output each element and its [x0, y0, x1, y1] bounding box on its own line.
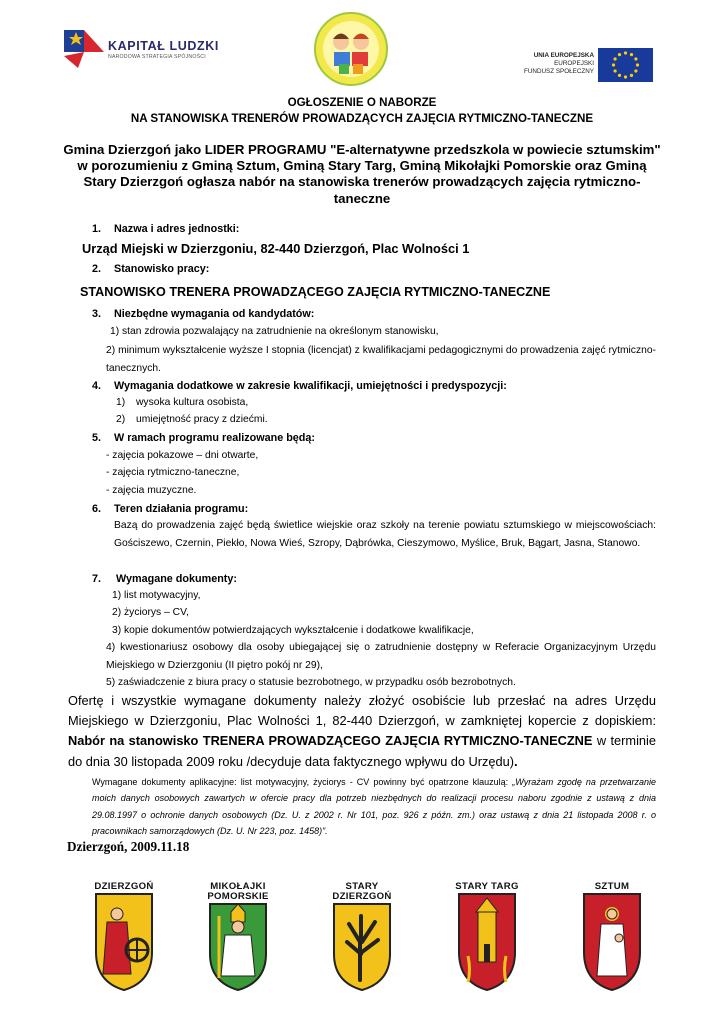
section-2-label: Stanowisko pracy:	[114, 263, 210, 275]
section-6-number: 6.	[92, 503, 102, 515]
section-3-label: Niezbędne wymagania od kandydatów:	[114, 308, 315, 320]
madonna-icon	[581, 892, 643, 992]
section-5-item-1: - zajęcia pokazowe – dni otwarte,	[106, 450, 259, 461]
offer-bold: Nabór na stanowisko TRENERA PROWADZĄCEGO ZAJĘCIA RYTMICZNO-TANECZNE	[68, 733, 593, 749]
section-5-label: W ramach programu realizowane będą:	[114, 432, 315, 444]
church-tower-icon	[456, 892, 518, 992]
eu-social-fund-logo	[514, 48, 656, 82]
clause-paragraph	[92, 774, 656, 839]
tree-icon	[331, 902, 393, 992]
section-7-item-1: 1) list motywacyjny,	[112, 590, 201, 601]
section-7-item-3: 3) kopie dokumentów potwierdzających wykształcenie i dodatkowe kwalifikacje,	[112, 625, 474, 636]
section-7-item-4: 4) kwestionariusz osobowy dla osoby ubiegającej się o zatrudnienie dostępny w Referacie Organizacyjnym Urzędu Miejskiego w Dzierzgoniu (II piętro pokój nr 29),	[106, 642, 656, 671]
announcement-title: OGŁOSZENIE O NABORZE	[287, 96, 437, 109]
section-6-label: Teren działania programu:	[114, 503, 249, 515]
section-4-item-2-number: 2)	[116, 414, 126, 425]
announcement-subtitle: NA STANOWISKA TRENERÓW PROWADZĄCYCH ZAJĘCIA RYTMICZNO-TANECZNE	[130, 112, 594, 125]
section-1-number: 1.	[92, 223, 102, 235]
section-4-item-2: umiejętność pracy z dziećmi.	[136, 414, 268, 425]
offer-paragraph	[68, 691, 656, 772]
bishop-icon	[207, 902, 269, 992]
section-1-label: Nazwa i adres jednostki:	[114, 223, 240, 235]
section-2-number: 2.	[92, 263, 102, 275]
kapital-ludzki-subtitle: NARODOWA STRATEGIA SPÓJNOŚCI	[108, 54, 206, 60]
kapital-ludzki-star-icon	[64, 26, 104, 70]
coat-mikolajki-label-1: MIKOŁAJKI	[210, 881, 266, 892]
coat-mikolajki-label-2: POMORSKIE	[207, 891, 269, 902]
ue-line-2: EUROPEJSKI	[554, 60, 594, 67]
saint-with-wheel-icon	[93, 892, 155, 992]
section-6-text: Bazą do prowadzenia zajęć będą świetlice wiejskie oraz szkoły na terenie powiatu sztumskiego w miejscowościach: Gościszewo, Czernin, Piekło, Nowa Wieś, Szropy, Dąbrówka, Cieszymowo, Myślice, Bruk, Bągart, Jasna, Stanowo.	[114, 520, 656, 549]
ue-line-3: FUNDUSZ SPOŁECZNY	[524, 68, 594, 75]
coat-stary-targ-label: STARY TARG	[455, 881, 519, 892]
coat-dzierzgon	[84, 882, 164, 992]
coat-stary-dzierzgon	[322, 882, 402, 992]
offer-text-2: w terminie do dnia 30 listopada 2009 roku /decyduje data faktycznego wpływu do Urzędu)	[68, 733, 656, 769]
kapital-ludzki-title: KAPITAŁ LUDZKI	[108, 39, 219, 53]
section-4-item-1: wysoka kultura osobista,	[136, 397, 249, 408]
section-7-label: Wymagane dokumenty:	[116, 573, 237, 585]
coat-stary-dzierzgon-label-1: STARY	[345, 881, 379, 892]
clause-italic: „Wyrażam zgodę na przetwarzanie moich danych osobowych zawartych w ofercie pracy dla potrzeb niezbędnych do realizacji procesu naboru zgodnie z ustawą z dnia 29.08.1997 o ochronie danych osobowych (Dz. U. z 2002 r. Nr 101, poz. 926 z późn. zm.) oraz ustawą z dnia 21 listopada 2008 r. o pracownikach samorządowych (Dz. U. Nr 223, poz. 1458)”.	[92, 777, 656, 836]
section-7-number: 7.	[92, 573, 102, 585]
section-5-item-2: - zajęcia rytmiczno-taneczne,	[106, 467, 240, 478]
offer-text-1: Ofertę i wszystkie wymagane dokumenty należy złożyć osobiście lub przesłać na adres Urzędu Miejskiego w Dzierzgoniu, Plac Wolności 1, 82-440 Dzierzgoń, w zamkniętej kopercie z dopiskiem:	[68, 693, 656, 729]
ue-line-1: UNIA EUROPEJSKA	[533, 52, 594, 59]
offer-end: .	[514, 753, 518, 769]
section-4-item-1-number: 1)	[116, 397, 126, 408]
section-5-number: 5.	[92, 432, 102, 444]
coat-dzierzgon-label: DZIERZGOŃ	[94, 881, 154, 892]
intro-paragraph: Gmina Dzierzgoń jako LIDER PROGRAMU "E-alternatywne przedszkola w powiecie sztumskim" w porozumieniu z Gminą Sztum, Gminą Stary Targ, Gminą Mikołajki Pomorskie oraz Gminą Stary Dzierzgoń ogłasza nabór na stanowiska trenerów prowadzących zajęcia rytmiczno-taneczne	[63, 142, 661, 206]
coat-sztum-label: SZTUM	[594, 881, 630, 892]
section-3-number: 3.	[92, 308, 102, 320]
clause-text: Wymagane dokumenty aplikacyjne: list motywacyjny, życiorys - CV powinny być opatrzone klauzulą:	[92, 777, 513, 787]
section-3-item-2: 2) minimum wykształcenie wyższe I stopnia (licencjat) z kwalifikacjami pedagogicznymi do prowadzenia zajęć rytmiczno-tanecznych.	[106, 345, 656, 374]
section-1-value: Urząd Miejski w Dzierzgoniu, 82-440 Dzierzgoń, Plac Wolności 1	[82, 241, 470, 256]
section-4-label: Wymagania dodatkowe w zakresie kwalifikacji, umiejętności i predyspozycji:	[114, 380, 507, 392]
e-alternatywne-przedszkola-logo	[314, 12, 388, 86]
kapital-ludzki-logo	[64, 26, 224, 70]
document-date: Dzierzgoń, 2009.11.18	[67, 839, 190, 854]
section-7-item-2: 2) życiorys – CV,	[112, 607, 189, 618]
eu-flag-icon	[598, 48, 653, 82]
coat-mikolajki-pomorskie	[198, 882, 278, 992]
section-4-number: 4.	[92, 380, 102, 392]
coat-stary-targ	[442, 882, 532, 992]
section-5-item-3: - zajęcia muzyczne.	[106, 485, 197, 496]
section-2-value: STANOWISKO TRENERA PROWADZĄCEGO ZAJĘCIA RYTMICZNO-TANECZNE	[80, 285, 551, 299]
section-3-item-1: 1) stan zdrowia pozwalający na zatrudnienie na określonym stanowisku,	[110, 326, 439, 337]
coat-stary-dzierzgon-label-2: DZIERZGOŃ	[332, 891, 392, 902]
coat-sztum	[572, 882, 652, 992]
section-7-item-5: 5) zaświadczenie z biura pracy o statusie bezrobotnego, w przypadku osób bezrobotnych.	[106, 677, 516, 688]
